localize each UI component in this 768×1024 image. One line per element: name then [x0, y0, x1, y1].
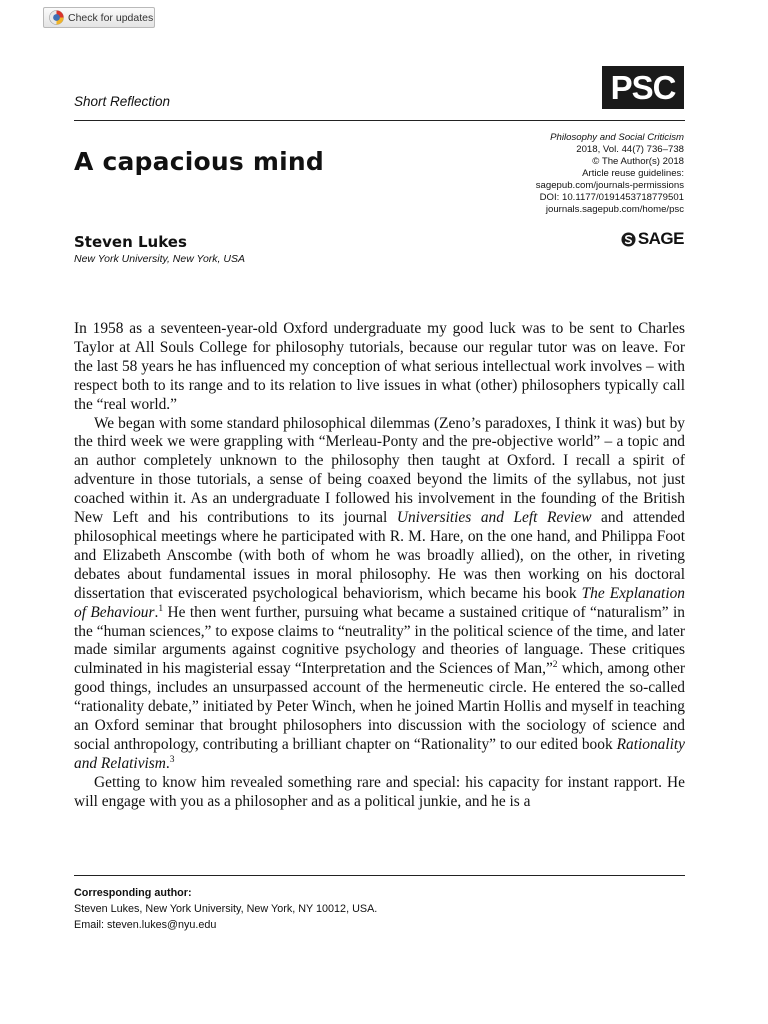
footnote-ref-3[interactable]: 3 — [169, 754, 175, 765]
paragraph-2: We began with some standard philosophical dilemmas (Zeno’s paradoxes, I think it was) but by the third week we were grappling with “Merleau-Ponty and the pre-objective world” – a topic and an author completely unknown to the philosophy then taught at Oxford. I recall a spirit of adventure in those tutorials, a sense of being coaxed beyond the limits of the syllabus, not just coached within it. As an undergraduate I followed his involvement in the founding of the British New Left and his contributions to its journal Universities and Left Review and attended philosophical meetings where he participated with R. M. Hare, on the one hand, and Philippa Foot and Elizabeth Anscombe (with both of whom he was broadly allied), on the other, in riveting debates about fundamental issues in moral philosophy. He was then working on his doctoral dissertation that eviscerated psychological behaviorism, which became his book The Explanation of Behaviour.$^1$ He then went further, pursuing what became a sustained critique of “naturalism” in the “human sciences,” to expose claims to “neutrality” in the political science of the time, and later made similar arguments against cognitive psychology and theories of language. These critiques culminated in his magisterial essay “Interpretation and the Sciences of Man,”$^2$ which, among other good things, includes an unsurpassed account of the hermeneutic circle. He entered the so-called “rationality debate,” initiated by Peter Winch, when he joined Martin Hollis and myself in teaching an Oxford seminar that brought philosophers into discussion with the sociology of science and social anthropology, contributing a brilliant chapter on “Rationality” to our edited book Rationality and Relativism.$^3$ — [74, 414, 685, 772]
header-rule — [74, 120, 685, 121]
journal-logo: PSC — [602, 66, 684, 109]
sage-s-icon — [621, 232, 636, 247]
footnote-ref-2[interactable]: 2 — [552, 660, 558, 671]
article-title: A capacious mind — [74, 147, 324, 176]
check-for-updates-button[interactable] — [43, 7, 155, 28]
journal-volume: 2018, Vol. 44(7) 736–738 — [576, 144, 684, 155]
copyright: © The Author(s) 2018 — [592, 156, 684, 167]
paragraph-3: Getting to know him revealed something rare and special: his capacity for instant rapport. He will engage with you as a philosopher and as a political junkie, and he is a — [74, 773, 685, 810]
corresponding-author-address: Steven Lukes, New York University, New York, NY 10012, USA. — [74, 903, 378, 915]
article-body — [74, 320, 685, 812]
reuse-label: Article reuse guidelines: — [582, 168, 684, 179]
reuse-link[interactable]: sagepub.com/journals-permissions — [535, 180, 684, 191]
author-name: Steven Lukes — [74, 233, 187, 251]
author-affiliation: New York University, New York, USA — [74, 253, 245, 265]
crossmark-icon — [49, 10, 64, 25]
publisher-logo — [621, 229, 684, 249]
footer-rule — [74, 875, 685, 876]
corresponding-author-email[interactable]: Email: steven.lukes@nyu.edu — [74, 919, 217, 931]
book-title-explanation: The Explanation of Behaviour — [74, 584, 685, 621]
publisher-name: SAGE — [637, 229, 684, 248]
corresponding-author-label: Corresponding author: — [74, 887, 192, 899]
journal-info — [536, 132, 684, 216]
corresponding-author — [74, 885, 377, 933]
journal-title-ulr: Universities and Left Review — [396, 509, 592, 527]
doi[interactable]: DOI: 10.1177/0191453718779501 — [539, 192, 684, 203]
journal-name: Philosophy and Social Criticism — [550, 132, 684, 143]
footnote-ref-1[interactable]: 1 — [158, 603, 164, 614]
section-label: Short Reflection — [74, 94, 171, 109]
book-title-rationality: Rationality and Relativism — [74, 735, 685, 772]
journal-home-link[interactable]: journals.sagepub.com/home/psc — [545, 204, 684, 215]
paragraph-1: In 1958 as a seventeen-year-old Oxford undergraduate my good luck was to be sent to Charles Taylor at All Souls College for philosophy tutorials, because our regular tutor was on leave. For the last 58 years he has influenced my conception of what serious intellectual work involves – with respect both to its range and to its relation to live issues in what (other) philosophers typically call the “real world.” — [74, 320, 685, 413]
check-for-updates-label: Check for updates — [68, 11, 154, 24]
